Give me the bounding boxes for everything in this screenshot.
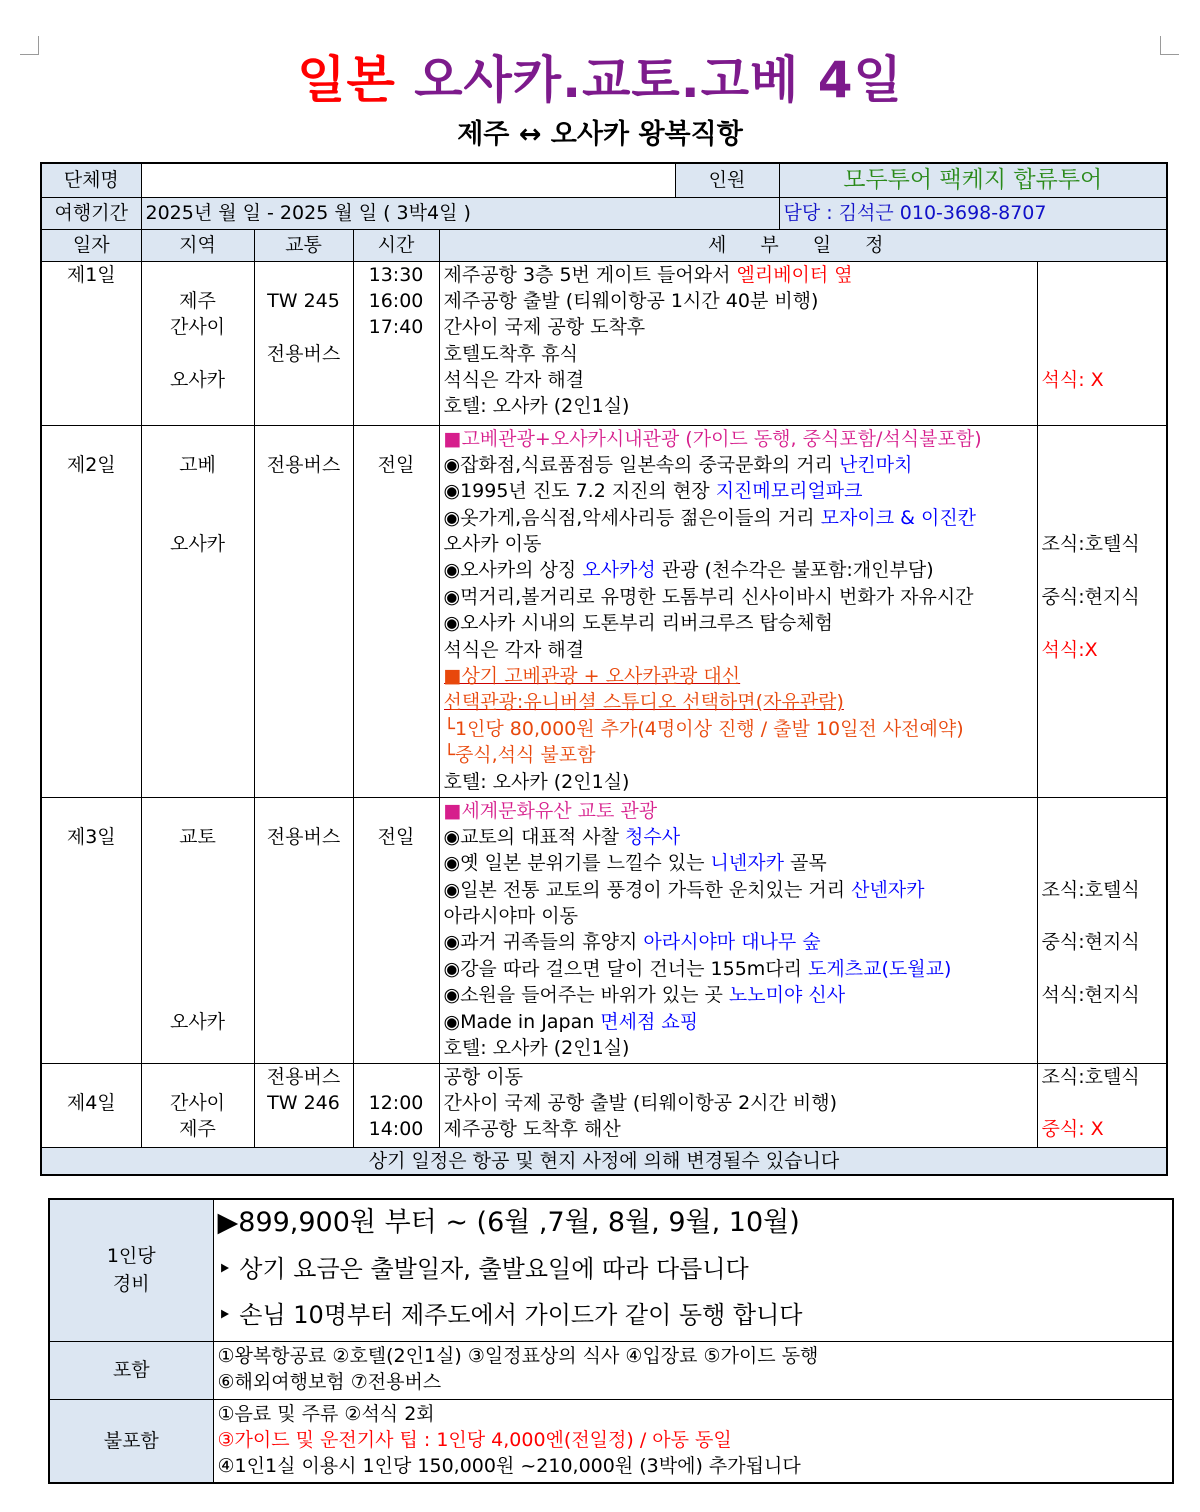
- col-header-detail: 세 부 일 정: [439, 229, 1167, 261]
- transport-text: 전용버스: [266, 342, 341, 365]
- meal-text: 석식: X: [1041, 369, 1104, 392]
- detail-line: ◉일본 전통 교토의 풍경이 가득한 운치있는 거리 산넨자카: [443, 878, 925, 901]
- day-4-times: [353, 1063, 439, 1147]
- day-label-1: [41, 261, 141, 425]
- day-2-transport: [254, 425, 353, 797]
- day-1-details: [439, 261, 1037, 425]
- day-2-times: [353, 425, 439, 797]
- cost-detail: [213, 1199, 1173, 1341]
- period-row: [41, 197, 1167, 229]
- detail-line: ◉교토의 대표적 사찰 청수사: [443, 825, 681, 848]
- time-text: 13:30: [368, 263, 424, 286]
- include-line: ①왕복항공료 ②호텔(2인1실) ③일정표상의 식사 ④입장료 ⑤가이드 동행: [217, 1344, 819, 1367]
- include-line: ⑥해외여행보험 ⑦전용버스: [217, 1370, 442, 1393]
- title-part-cities: 오사카.교토.고베: [414, 51, 800, 109]
- meal-text: 조식:호텔식: [1041, 878, 1140, 901]
- group-label: 단체명: [41, 163, 141, 197]
- meal-text: 조식:호텔식: [1041, 1065, 1140, 1088]
- exclude-row: [49, 1399, 1173, 1483]
- detail-line: ◉옛 일본 분위기를 느낄수 있는 니넨자카 골목: [443, 852, 827, 875]
- schedule-header-row: [41, 229, 1167, 261]
- detail-line: ◉강을 따라 걸으면 달이 건너는 155m다리 도게츠교(도월교): [443, 957, 952, 980]
- detail-line: 간사이 국제 공항 출발 (티웨이항공 2시간 비행): [443, 1091, 838, 1114]
- period-value: 2025년 월 일 - 2025 월 일 ( 3박4일 ): [141, 197, 779, 229]
- transport-text: TW 245: [267, 289, 340, 312]
- meal-text: 조식:호텔식: [1041, 533, 1140, 556]
- cost-label: [49, 1199, 213, 1341]
- region-text: 교토: [179, 825, 216, 848]
- col-header-time: 시간: [353, 229, 439, 261]
- day-4-regions: [141, 1063, 254, 1147]
- detail-line: 제주공항 출발 (티웨이항공 1시간 40분 비행): [443, 289, 819, 312]
- detail-line: 제주공항 3층 5번 게이트 들어와서 엘리베이터 옆: [443, 263, 853, 286]
- day-label-text: 제4일: [66, 1091, 116, 1114]
- day-label-text: 제2일: [66, 453, 116, 476]
- pricing-table: [48, 1198, 1174, 1484]
- day-4-meals: [1037, 1063, 1167, 1147]
- day-label-4: [41, 1063, 141, 1147]
- title-part-japan: 일본: [297, 51, 396, 109]
- region-text: 간사이: [169, 316, 226, 339]
- region-text: 오사카: [169, 1010, 226, 1033]
- time-text: 14:00: [368, 1118, 424, 1141]
- price-note-2: ‣ 손님 10명부터 제주도에서 가이드가 같이 동행 합니다: [217, 1301, 803, 1329]
- detail-line: 간사이 국제 공항 도착후: [443, 316, 646, 339]
- cost-label-line: 1인당: [106, 1245, 156, 1268]
- detail-line: 제주공항 도착후 해산: [443, 1118, 621, 1141]
- region-text: 간사이: [169, 1091, 226, 1114]
- time-text: 16:00: [368, 289, 424, 312]
- group-row: [41, 163, 1167, 197]
- price-line: ▶899,900원 부터 ~ (6월 ,7월, 8월, 9월, 10월): [217, 1207, 800, 1238]
- day-1-transport: [254, 261, 353, 425]
- detail-line: 아라시야마 이동: [443, 905, 579, 928]
- page-subtitle: 제주 ↔ 오사카 왕복직항: [457, 119, 743, 150]
- detail-line: 석식은 각자 해결: [443, 369, 585, 392]
- day-label-2: [41, 425, 141, 797]
- meal-text: 석식:X: [1041, 638, 1098, 661]
- title-part-days: 4일: [817, 51, 903, 109]
- day-1-regions: [141, 261, 254, 425]
- detail-line: 선택관광:유니버셜 스튜디오 선택하면(자유관람): [443, 691, 844, 714]
- exclude-line: ①음료 및 주류 ②석식 2회: [217, 1402, 435, 1425]
- day-row-4: [41, 1063, 1167, 1147]
- include-detail: [213, 1341, 1173, 1399]
- transport-text: TW 246: [267, 1091, 340, 1114]
- schedule-notice: 상기 일정은 항공 및 현지 사정에 의해 변경될수 있습니다: [41, 1147, 1167, 1175]
- period-label: 여행기간: [41, 197, 141, 229]
- cost-row: [49, 1199, 1173, 1341]
- cost-label-line: 경비: [112, 1273, 150, 1296]
- transport-text: 전용버스: [266, 1065, 341, 1088]
- day-label-text: 제1일: [66, 263, 116, 286]
- detail-line: ◉Made in Japan 면세점 쇼핑: [443, 1010, 699, 1033]
- detail-line: ◉오사카 시내의 도톤부리 리버크루즈 탑승체험: [443, 612, 833, 635]
- day-4-details: [439, 1063, 1037, 1147]
- meal-text: 중식:현지식: [1041, 585, 1140, 608]
- day-2-meals: [1037, 425, 1167, 797]
- include-label: 포함: [49, 1341, 213, 1399]
- day-label-text: 제3일: [66, 825, 116, 848]
- detail-line: └1인당 80,000원 추가(4명이상 진행 / 출발 10일전 사전예약): [443, 717, 964, 740]
- detail-line: ◉옷가게,음식점,악세사리등 젊은이들의 거리 모자이크 & 이진칸: [443, 506, 977, 529]
- meal-text: 석식:현지식: [1041, 984, 1140, 1007]
- detail-line: ◉오사카의 상징 오사카성 관광 (천수각은 불포함:개인부담): [443, 559, 934, 582]
- day-row-2: [41, 425, 1167, 797]
- col-header-day: 일자: [41, 229, 141, 261]
- region-text: 오사카: [169, 369, 226, 392]
- time-text: 전일: [377, 825, 415, 848]
- day-3-meals: [1037, 797, 1167, 1063]
- region-text: 제주: [179, 289, 216, 312]
- page-title: [0, 50, 1200, 110]
- region-text: 고베: [179, 453, 216, 476]
- region-text: 제주: [179, 1118, 216, 1141]
- detail-line: ■고베관광+오사카시내관광 (가이드 동행, 중식포함/석식불포함): [443, 427, 982, 450]
- detail-line: ◉과거 귀족들의 휴양지 아라시야마 대나무 숲: [443, 931, 821, 954]
- meal-text: 중식:현지식: [1041, 931, 1140, 954]
- people-label: 인원: [675, 163, 779, 197]
- col-header-transport: 교통: [254, 229, 353, 261]
- exclude-detail: [213, 1399, 1173, 1483]
- schedule-table: [40, 162, 1168, 1176]
- meal-text: 중식: X: [1041, 1118, 1104, 1141]
- detail-line: 석식은 각자 해결: [443, 638, 585, 661]
- contact-info: 담당 : 김석근 010-3698-8707: [779, 197, 1167, 229]
- detail-line: 호텔: 오사카 (2인1실): [443, 770, 630, 793]
- time-text: 17:40: [368, 316, 424, 339]
- tour-name: 모두투어 팩케지 합류투어: [779, 163, 1167, 197]
- detail-line: 호텔도착후 휴식: [443, 342, 579, 365]
- day-row-3: [41, 797, 1167, 1063]
- region-text: 오사카: [169, 533, 226, 556]
- detail-line: ◉먹거리,볼거리로 유명한 도톰부리 신사이바시 번화가 자유시간: [443, 585, 974, 608]
- day-1-meals: [1037, 261, 1167, 425]
- detail-line: 호텔: 오사카 (2인1실): [443, 395, 630, 418]
- detail-line: 공항 이동: [443, 1065, 523, 1088]
- exclude-line: ③가이드 및 운전기사 팁 : 1인당 4,000엔(전일정) / 아동 동일: [217, 1428, 732, 1451]
- time-text: 12:00: [368, 1091, 424, 1114]
- include-row: [49, 1341, 1173, 1399]
- detail-line: └중식,석식 불포함: [443, 744, 596, 767]
- notice-row: [41, 1147, 1167, 1175]
- col-header-region: 지역: [141, 229, 254, 261]
- detail-line: ◉소원을 들어주는 바위가 있는 곳 노노미야 신사: [443, 984, 846, 1007]
- group-value: [141, 163, 675, 197]
- detail-line: ◉잡화점,식료품점등 일본속의 중국문화의 거리 난킨마치: [443, 453, 913, 476]
- detail-line: ◉1995년 진도 7.2 지진의 현장 지진메모리얼파크: [443, 480, 863, 503]
- day-3-times: [353, 797, 439, 1063]
- time-text: 전일: [377, 453, 415, 476]
- price-note-1: ‣ 상기 요금은 출발일자, 출발요일에 따라 다릅니다: [217, 1255, 749, 1283]
- detail-line: 오사카 이동: [443, 533, 542, 556]
- transport-text: 전용버스: [266, 453, 341, 476]
- detail-line: ■상기 고베관광 + 오사카관광 대신: [443, 665, 741, 688]
- day-3-details: [439, 797, 1037, 1063]
- exclude-line: ④1인1실 이용시 1인당 150,000원 ~210,000원 (3박에) 추가됩니다: [217, 1455, 801, 1478]
- day-label-3: [41, 797, 141, 1063]
- detail-line: 호텔: 오사카 (2인1실): [443, 1037, 630, 1060]
- day-row-1: [41, 261, 1167, 425]
- detail-line: ■세계문화유산 교토 관광: [443, 799, 658, 822]
- day-1-times: [353, 261, 439, 425]
- day-2-regions: [141, 425, 254, 797]
- transport-text: 전용버스: [266, 825, 341, 848]
- day-3-transport: [254, 797, 353, 1063]
- day-2-details: [439, 425, 1037, 797]
- day-4-transport: [254, 1063, 353, 1147]
- exclude-label: 불포함: [49, 1399, 213, 1483]
- day-3-regions: [141, 797, 254, 1063]
